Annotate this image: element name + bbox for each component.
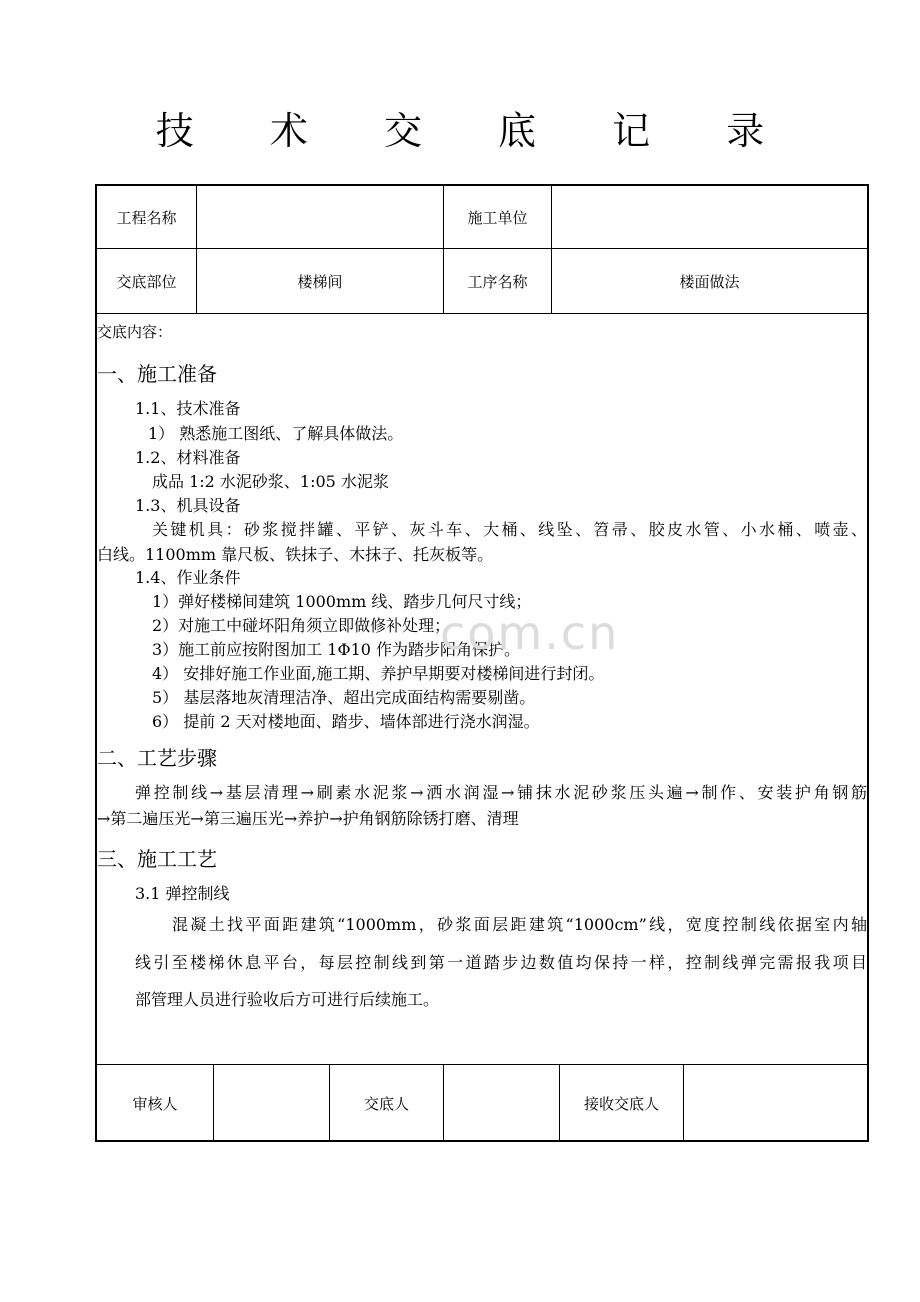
section-2-title: 二、工艺步骤 (97, 746, 217, 770)
row-divider (95, 1064, 869, 1065)
receiver-label: 接收交底人 (583, 1094, 659, 1113)
subsection-1-2: 1.2、材料准备 (135, 448, 241, 467)
project-name-label: 工程名称 (116, 208, 177, 227)
page-title: 技 术 交 底 记 录 (155, 109, 797, 153)
row-divider (95, 313, 869, 314)
subsection-1-4-item-5: 5） 基层落地灰清理洁净、超出完成面结构需要剔凿。 (152, 688, 536, 707)
project-name-value[interactable] (197, 186, 443, 248)
subsection-1-3: 1.3、机具设备 (135, 496, 241, 515)
section-1-title: 一、施工准备 (97, 362, 217, 386)
reviewer-value[interactable] (214, 1066, 329, 1140)
receiver-value[interactable] (684, 1066, 867, 1140)
subsection-1-4-item-1: 1）弹好楼梯间建筑 1000mm 线、踏步几何尺寸线； (152, 592, 532, 611)
subsection-1-2-item: 成品 1:2 水泥砂浆、1:05 水泥浆 (152, 472, 389, 491)
part-label: 交底部位 (116, 273, 177, 291)
subsection-1-4-item-6: 6） 提前 2 天对楼地面、踏步、墙体部进行浇水润湿。 (152, 712, 540, 731)
subsection-3-1-line3: 部管理人员进行验收后方可进行后续施工。 (135, 990, 440, 1009)
part-value[interactable]: 楼梯间 (297, 273, 343, 291)
section-2-line1: 弹控制线→基层清理→刷素水泥浆→洒水润湿→铺抹水泥砂浆压头遍→制作、安装护角钢筋 (135, 783, 867, 802)
process-value[interactable]: 楼面做法 (679, 273, 740, 291)
content-label: 交底内容： (97, 323, 173, 341)
row-divider (95, 248, 869, 249)
subsection-1-1-item: 1） 熟悉施工图纸、了解具体做法。 (148, 424, 404, 443)
unit-label: 施工单位 (467, 208, 528, 227)
reviewer-label: 审核人 (132, 1094, 178, 1113)
subsection-1-4-item-4: 4） 安排好施工作业面,施工期、养护早期要对楼梯间进行封闭。 (152, 664, 605, 683)
subsection-3-1: 3.1 弹控制线 (135, 884, 230, 903)
discloser-label: 交底人 (363, 1094, 409, 1113)
subsection-1-4-item-2: 2）对施工中碰坏阳角须立即做修补处理； (152, 616, 451, 635)
subsection-1-3-line1: 关键机具：砂浆搅拌罐、平铲、灰斗车、大桶、线坠、笤帚、胶皮水管、小水桶、喷壶、 (152, 520, 867, 539)
subsection-3-1-line1: 混凝土找平面距建筑“1000mm，砂浆面层距建筑“1000cm”线，宽度控制线依据室内轴 (172, 915, 867, 934)
unit-value[interactable] (552, 186, 867, 248)
discloser-value[interactable] (444, 1066, 559, 1140)
section-3-title: 三、施工工艺 (97, 847, 217, 871)
subsection-1-1: 1.1、技术准备 (135, 399, 241, 418)
subsection-1-4: 1.4、作业条件 (135, 568, 241, 587)
watermark: com.cn (440, 606, 620, 660)
subsection-1-4-item-3: 3）施工前应按附图加工 1Φ10 作为踏步阳角保护。 (152, 640, 521, 659)
subsection-1-3-line2: 白线。1100mm 靠尺板、铁抹子、木抹子、托灰板等。 (97, 545, 494, 564)
subsection-3-1-line2: 线引至楼梯休息平台，每层控制线到第一道踏步边数值均保持一样，控制线弹完需报我项目 (135, 953, 867, 972)
process-label: 工序名称 (467, 273, 528, 291)
section-2-line2: →第二遍压光→第三遍压光→养护→护角钢筋除锈打磨、清理 (97, 809, 519, 828)
